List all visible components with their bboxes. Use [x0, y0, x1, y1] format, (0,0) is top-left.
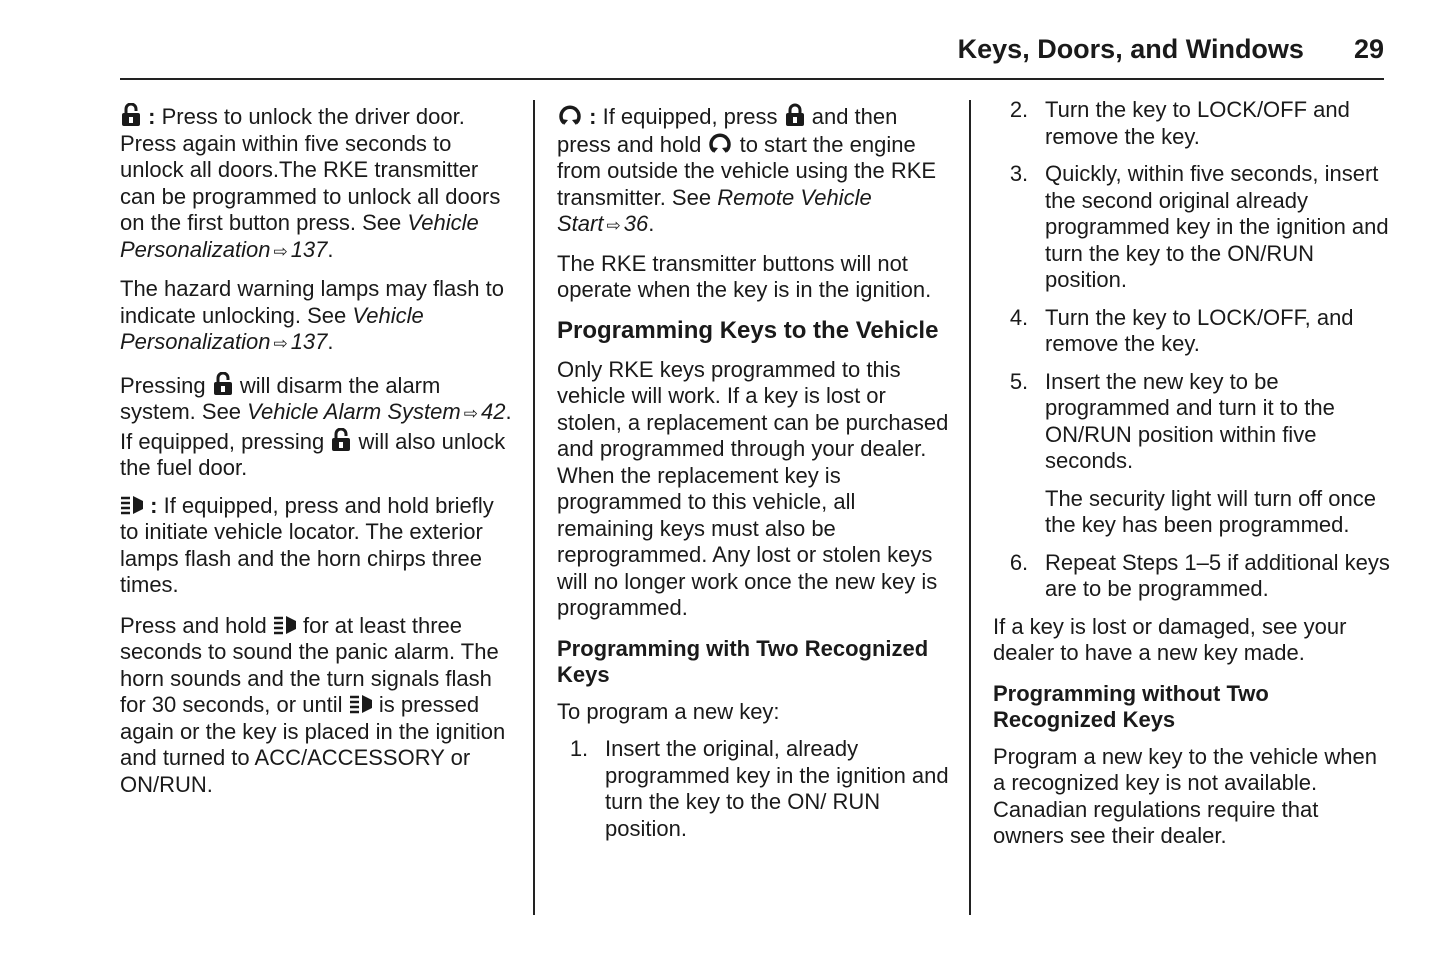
- column-divider-left: [533, 100, 535, 915]
- hazard-ref-title[interactable]: Vehicle Personalization: [120, 302, 424, 354]
- step-text: Quickly, within five seconds, insert the second original already programmed key in the ignition and turn the key to the ON/RUN position.: [1045, 161, 1389, 292]
- pressing-mid: will disarm the alarm system. See: [120, 372, 441, 424]
- remote-start-icon: [707, 131, 733, 155]
- list-item: [993, 97, 1393, 150]
- list-item: [993, 550, 1393, 603]
- step-number: 3.: [1009, 161, 1029, 186]
- subheading-two-keys: Programming with Two Recognized Keys: [557, 635, 929, 687]
- unlock-end: .: [327, 236, 334, 262]
- subheading-without-two-keys: Programming without Two Recognized Keys: [993, 680, 1269, 732]
- panic-paragraph: [120, 613, 515, 799]
- unlock-paragraph: [120, 103, 515, 265]
- remote-start-mid: and then press and hold: [557, 104, 898, 157]
- step-number: 5.: [1009, 368, 1029, 394]
- unlock-icon: [212, 372, 234, 396]
- hazard-text: The hazard warning lamps may flash to indicate unlocking. See: [120, 276, 504, 328]
- page-header: [120, 34, 1384, 80]
- unlock-ref-title[interactable]: Vehicle Personalization: [120, 210, 479, 262]
- intro-paragraph: Only RKE keys programmed to this vehicle will work. If a key is lost or stolen, a replacement can be purchased and programmed through your dealer. When the replacement key is programmed to this vehicle, all remaining keys must also be reprogrammed. Any lost or stolen keys will no longer work once the new key is programmed.: [557, 356, 949, 620]
- list-item: [993, 161, 1393, 294]
- hazard-end: .: [327, 329, 334, 354]
- vehicle-locator-icon: [273, 614, 297, 636]
- lost-key-paragraph: If a key is lost or damaged, see your dealer to have a new key made.: [993, 613, 1347, 665]
- hazard-ref-page[interactable]: 137: [290, 329, 328, 354]
- chapter-title: Keys, Doors, and Windows: [957, 34, 1304, 64]
- column-3: [993, 97, 1393, 861]
- unlock-text: Press to unlock the driver door. Press again within five seconds to unlock all doors.The RKE transmitter can be programmed to unlock all doors on the first button press. See: [120, 104, 501, 235]
- list-item: [993, 369, 1393, 539]
- list-item: [993, 305, 1393, 358]
- pressing-paragraph: [120, 372, 515, 482]
- remote-start-text: to start the engine from outside the vehicle using the RKE transmitter. See: [557, 131, 937, 210]
- pressing-end: will also unlock the fuel door.: [120, 428, 506, 480]
- remote-start-ref-page[interactable]: 36: [623, 211, 649, 236]
- buttons-note: The RKE transmitter buttons will not operate when the key is in the ignition.: [557, 250, 932, 302]
- locator-label: :: [150, 492, 158, 518]
- column-2: [557, 103, 952, 853]
- pressing-ref-title[interactable]: Vehicle Alarm System: [247, 399, 461, 424]
- locator-paragraph: [120, 493, 515, 599]
- column-divider-right: [969, 100, 971, 915]
- to-program-text: To program a new key:: [557, 698, 780, 724]
- vehicle-locator-icon: [349, 693, 373, 715]
- panic-end: is pressed again or the key is placed in the ignition and turned to ACC/ACCESSORY or ON/RUN.: [120, 692, 506, 797]
- panic-start: Press and hold: [120, 612, 267, 638]
- unlock-icon: [330, 428, 352, 452]
- unlock-ref-page[interactable]: 137: [290, 236, 328, 262]
- step-text: Repeat Steps 1–5 if additional keys are to be programmed.: [1045, 549, 1390, 601]
- lock-icon: [784, 103, 806, 127]
- column-1: [120, 103, 515, 809]
- step-number: 4.: [1009, 304, 1029, 330]
- step-text: Turn the key to LOCK/OFF, and remove the key.: [1045, 304, 1354, 356]
- pressing-ref-page[interactable]: 42: [480, 399, 506, 424]
- step-text: Insert the new key to be programmed and turn it to the ON/RUN position within five seconds.: [1045, 368, 1335, 473]
- locator-text: If equipped, press and hold briefly to initiate vehicle locator. The exterior lamps flash and the horn chirps three times.: [120, 492, 494, 597]
- no-two-keys-paragraph: Program a new key to the vehicle when a recognized key is not available. Canadian regulations require that owners see their dealer.: [993, 743, 1377, 848]
- unlock-icon: [120, 103, 142, 127]
- step-number: 2.: [1009, 97, 1029, 122]
- list-item: [557, 736, 952, 842]
- remote-start-icon: [557, 103, 583, 127]
- remote-start-end: .: [648, 211, 655, 236]
- hazard-paragraph: [120, 276, 515, 358]
- vehicle-locator-icon: [120, 494, 144, 516]
- page-number: 29: [1353, 34, 1384, 64]
- step-number: 1.: [569, 736, 589, 761]
- step-note: The security light will turn off once the key has been programmed.: [1045, 485, 1376, 537]
- ref-arrow-icon: ⇨: [463, 404, 478, 423]
- remote-start-paragraph: [557, 103, 952, 240]
- ref-arrow-icon: ⇨: [606, 216, 621, 235]
- ref-arrow-icon: ⇨: [273, 241, 288, 261]
- step-text: Insert the original, already programmed key in the ignition and turn the key to the ON/ RUN position.: [605, 736, 949, 841]
- ref-arrow-icon: ⇨: [273, 334, 288, 353]
- panic-mid: for at least three seconds to sound the panic alarm. The horn sounds and the turn signals flash for 30 seconds, or until: [120, 612, 499, 717]
- section-heading: Programming Keys to the Vehicle: [557, 316, 939, 344]
- pressing-start: Pressing: [120, 372, 206, 398]
- remote-start-label: :: [589, 104, 597, 129]
- step-number: 6.: [1009, 549, 1029, 575]
- pressing-after-ref: . If equipped, pressing: [120, 399, 512, 454]
- step-body: [1045, 369, 1393, 539]
- unlock-label: :: [148, 104, 156, 129]
- remote-start-ref-title[interactable]: Remote Vehicle Start: [557, 184, 872, 236]
- remote-start-start: If equipped, press: [602, 104, 778, 129]
- step-text: Turn the key to LOCK/OFF and remove the key.: [1045, 97, 1350, 149]
